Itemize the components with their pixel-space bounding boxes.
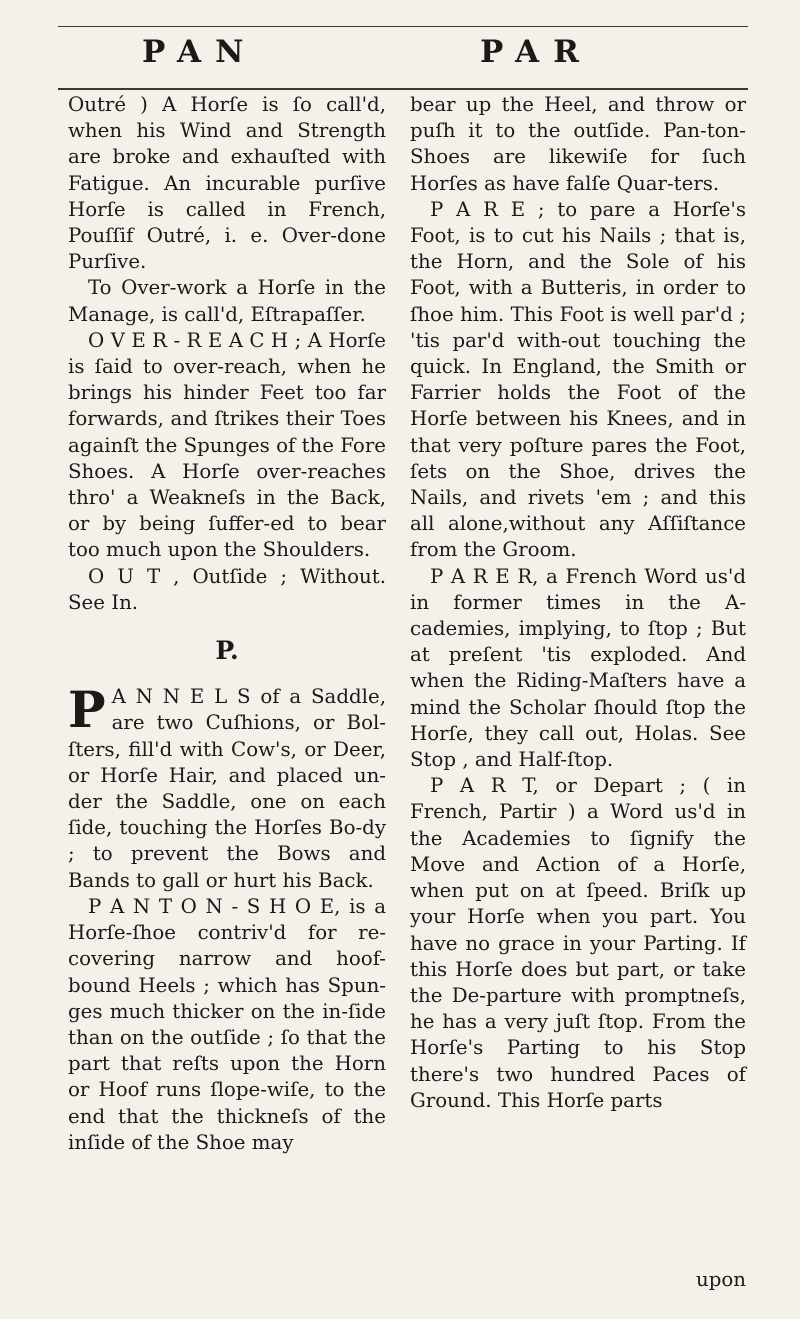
entry-pare: P A R E ; to pare a Horſe's Foot, is to cut his Nails ; that is, the Horn, and the Sole of his Foot, with a Butteris, in order to ſhoe him. This Foot is well par'd ; 'tis par'd with-out touching the quick. In England, the Smith or Farrier holds the Foot of the Horſe between his Knees, and in that very poſture pares the Foot, ſets on the Shoe, drives the Nails, and rivets 'em ; and this all alone,without any Aſſiſtance from the Groom. <box>410 197 746 562</box>
catchword: upon <box>696 1268 747 1291</box>
section-letter-p: P. <box>215 636 239 666</box>
running-head-left: PAN <box>142 34 258 70</box>
entry-over-work: To Over-work a Horſe in the Manage, is call'd, Eſtrapaſſer. <box>68 276 386 326</box>
header-rule-bottom <box>58 88 748 90</box>
page-header <box>0 22 800 70</box>
entry-over-reach: O V E R - R E A C H ; A Horſe is ſaid to over-reach, when he brings his hinder Feet too far forwards, and ſtrikes their Toes againſt the Spunges of the Fore Shoes. A Horſe over-reaches thro' a Weakneſs in the Back, or by being ſuffer-ed to bear too much upon the Shoulders. <box>68 328 386 562</box>
entry-parer: P A R E R, a French Word us'd in former times in the A-cademies, implying, to ſtop ; But at preſent 'tis exploded. And when the Riding-Maſters have a mind the Scholar ſhould ſtop the Horſe, they call out, Holas. See Stop , and Half-ſtop. <box>410 564 746 772</box>
entry-out: O U T , Outſide ; Without. See In. <box>68 564 386 614</box>
left-column <box>68 92 386 1156</box>
entry-pannels <box>68 680 386 894</box>
entry-outre: Outré ) A Horſe is ſo call'd, when his Wind and Strength are broke and exhauſted with Fatigue. An incurable purſive Horſe is called in French, Pouſſif Outré, i. e. Over-done Purſive. <box>68 93 386 274</box>
drop-cap: P <box>68 680 106 740</box>
entry-part: P A R T, or Depart ; ( in French, Partir ) a Word us'd in the Academies to ſignify the Move and Action of a Horſe, when put on at ſpeed. Briſk up your Horſe when you part. You have no grace in your Parting. If this Horſe does but part, or take the De-parture with promptneſs, he has a very juſt ſtop. From the Horſe's Parting to his Stop there's two hundred Paces of Ground. This Horſe parts <box>410 774 746 1112</box>
entry-panton-shoe: P A N T O N - S H O E, is a Horſe-ſhoe contriv'd for re-covering narrow and hoof-bound Heels ; which has Spun-ges much thicker on the in-ſide than on the outſide ; ſo that the part that reſts upon the Horn or Hoof runs ſlope-wiſe, to the end that the thickneſs of the inſide of the Shoe may <box>68 894 386 1154</box>
right-column <box>410 92 746 1114</box>
entry-pannels-text: A N N E L S of a Saddle, are two Cuſhions, or Bol-ſters, fill'd with Cow's, or Deer, or Horſe Hair, and placed un-der the Saddle, one on each ſide, touching the Horſes Bo-dy ; to prevent the Bows and Bands to gall or hurt his Back. <box>68 685 386 892</box>
running-head-right: PAR <box>480 34 593 70</box>
entry-panton-continued: bear up the Heel, and throw or puſh it to the outſide. Pan-ton-Shoes are likewiſe for ſuch Horſes as have falſe Quar-ters. <box>410 93 746 195</box>
header-rule-top <box>58 26 748 27</box>
